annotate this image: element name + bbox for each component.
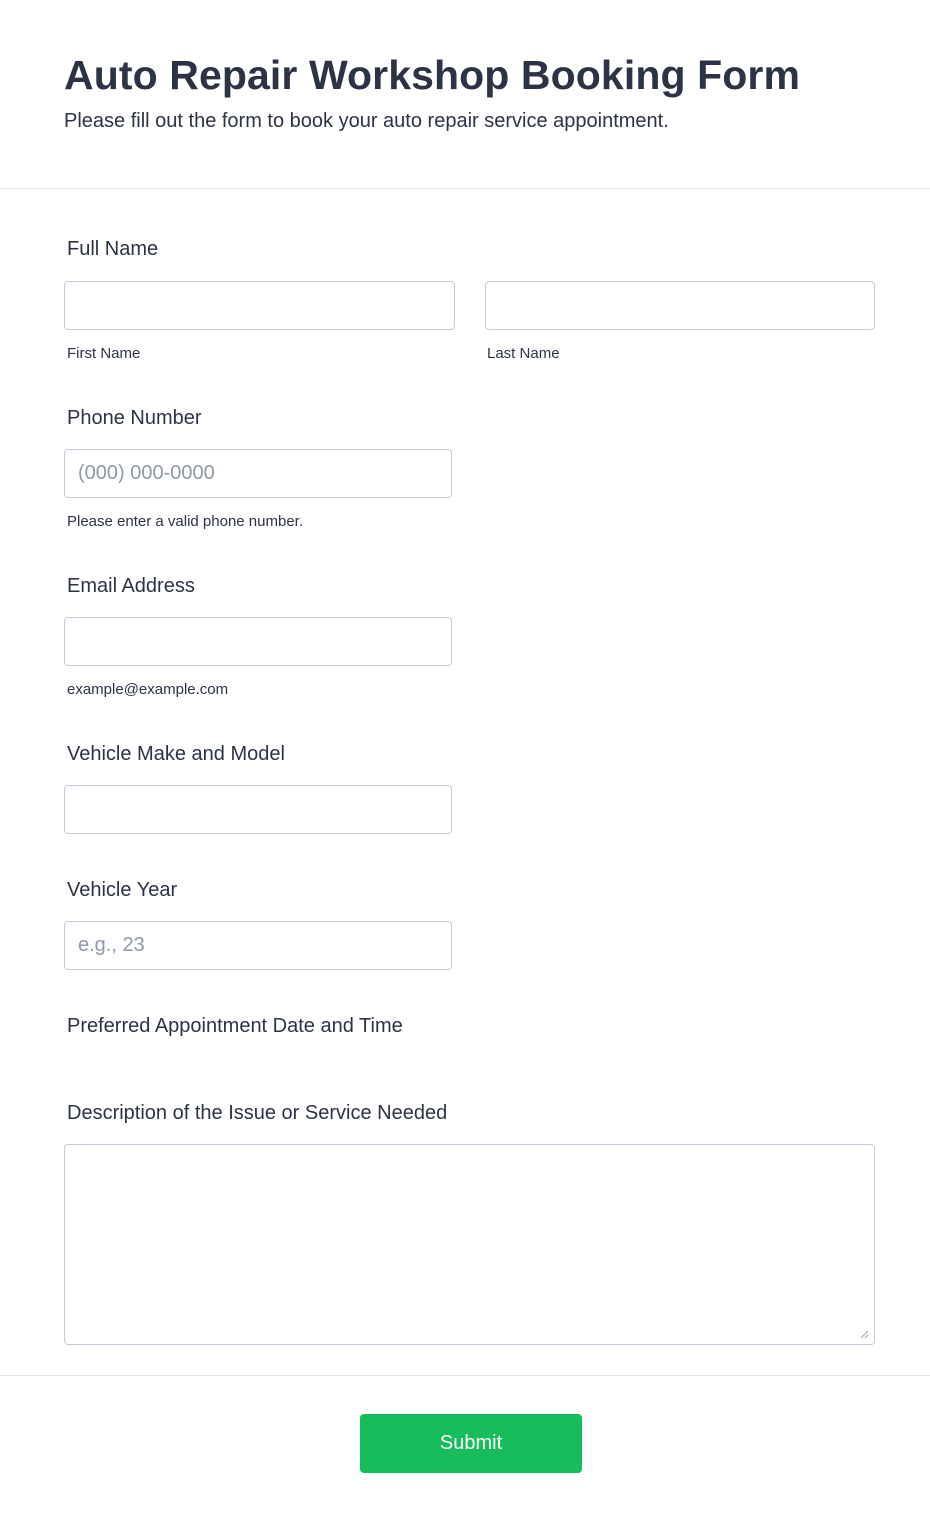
submit-button[interactable]: Submit — [360, 1414, 582, 1473]
phone-label: Phone Number — [67, 407, 202, 429]
footer-divider — [0, 1375, 930, 1376]
form-title: Auto Repair Workshop Booking Form — [64, 52, 800, 98]
phone-input[interactable] — [64, 449, 452, 498]
form-header — [0, 0, 930, 189]
phone-hint: Please enter a valid phone number. — [67, 513, 303, 530]
appointment-label: Preferred Appointment Date and Time — [67, 1015, 403, 1037]
vehicle-year-input[interactable] — [64, 921, 452, 970]
resize-grip-icon[interactable] — [859, 1329, 869, 1339]
last-name-input[interactable] — [485, 281, 875, 330]
first-name-input[interactable] — [64, 281, 455, 330]
description-textarea[interactable] — [64, 1144, 875, 1345]
last-name-sublabel: Last Name — [487, 345, 560, 362]
email-input[interactable] — [64, 617, 452, 666]
email-hint: example@example.com — [67, 681, 229, 698]
full-name-label: Full Name — [67, 238, 159, 260]
vehicle-make-model-input[interactable] — [64, 785, 452, 834]
description-label: Description of the Issue or Service Needed — [67, 1102, 448, 1124]
vehicle-make-model-label: Vehicle Make and Model — [67, 743, 285, 765]
form-subtitle: Please fill out the form to book your auto repair service appointment. — [64, 110, 669, 132]
first-name-sublabel: First Name — [67, 345, 141, 362]
vehicle-year-label: Vehicle Year — [67, 879, 178, 901]
email-label: Email Address — [67, 575, 195, 597]
